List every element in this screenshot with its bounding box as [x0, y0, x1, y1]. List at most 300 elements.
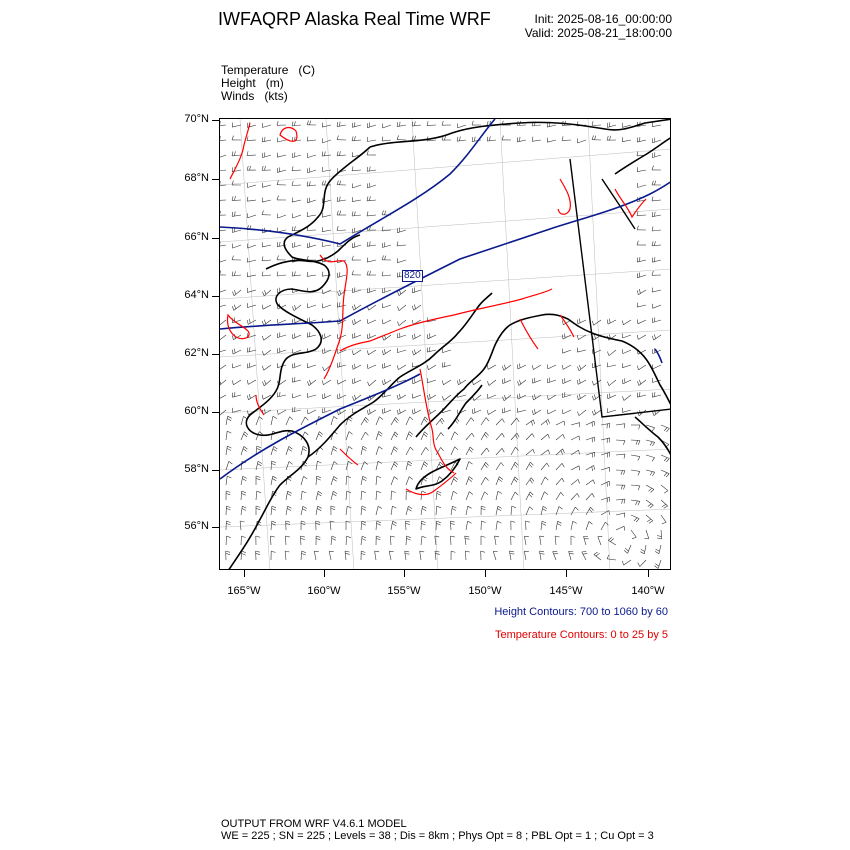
wind-barb [301, 551, 306, 560]
wind-barb [532, 365, 541, 370]
wind-barb [526, 507, 533, 515]
wind-barb [292, 363, 301, 368]
wind-barb [637, 392, 646, 397]
wind-barb [307, 212, 316, 217]
wind-barb [256, 551, 260, 560]
temperature-contour [340, 449, 358, 465]
wind-barb [601, 438, 610, 443]
wind-barb [367, 258, 376, 263]
wind-barb [481, 418, 489, 425]
wind-barb [652, 122, 661, 126]
wind-barb [524, 536, 528, 545]
temperature-contour [280, 128, 297, 142]
wind-barb [262, 166, 271, 170]
wind-barb [532, 409, 541, 415]
wind-barb [220, 167, 226, 171]
wind-barb [352, 166, 361, 170]
wind-barb [571, 521, 577, 530]
wind-barb [391, 477, 398, 485]
wind-barb [466, 521, 472, 530]
wind-barb [397, 305, 406, 311]
wind-barb [406, 417, 413, 425]
wind-barb [346, 491, 351, 500]
lon-label: 165°W [227, 585, 261, 597]
wind-barb [301, 446, 307, 455]
wind-barb [337, 226, 346, 230]
wind-barb [256, 491, 261, 500]
wind-barb [382, 379, 391, 385]
wind-barb [277, 167, 286, 172]
wind-barb [300, 536, 305, 545]
wind-barb [524, 551, 529, 560]
wind-barb [466, 506, 472, 515]
wind-barb [382, 349, 391, 355]
plot-title: IWFAQRP Alaska Real Time WRF [218, 9, 491, 29]
wind-barb [661, 470, 669, 477]
wind-barb [262, 256, 271, 260]
temperature-contour [320, 255, 347, 379]
wind-barb [532, 378, 541, 383]
wind-barb [316, 491, 322, 500]
wind-barb [652, 288, 661, 293]
wind-barb [232, 196, 241, 201]
wind-barb [586, 507, 594, 515]
wind-barb [226, 446, 231, 455]
wind-barb [511, 521, 515, 530]
wind-barb [481, 462, 489, 470]
wind-barb [331, 416, 337, 425]
lat-tick [212, 412, 219, 413]
wind-barb [607, 350, 616, 356]
wind-barb [361, 446, 367, 455]
wind-barb [608, 537, 616, 545]
wind-barb [367, 409, 376, 415]
wind-barb [509, 551, 514, 560]
wind-barb [541, 463, 549, 470]
wind-barb [367, 151, 376, 155]
wind-barb [262, 305, 271, 309]
wind-barb [361, 536, 366, 545]
wind-barb [526, 521, 530, 530]
wind-barb [661, 455, 669, 462]
wind-barb [220, 136, 226, 141]
wind-barb [427, 333, 436, 339]
wind-barb [637, 183, 646, 188]
wind-barb [421, 491, 426, 500]
height-contour [220, 181, 671, 329]
lat-label: 70°N [184, 113, 209, 125]
wind-barb [592, 136, 601, 141]
field-height [221, 76, 284, 90]
wind-barb [352, 122, 361, 127]
wind-barb [427, 347, 436, 352]
wind-barb [412, 288, 421, 293]
wind-barb [586, 465, 595, 471]
wind-barb [496, 521, 501, 530]
wind-barb [262, 320, 271, 326]
wind-barb [376, 521, 381, 530]
wind-barb [331, 476, 337, 485]
wind-barb [631, 470, 640, 475]
wind-barb [412, 334, 421, 340]
wind-barb [487, 394, 496, 398]
wind-barb [367, 167, 376, 172]
wind-barb [352, 364, 361, 370]
wind-barb [637, 365, 646, 370]
wind-barb [631, 425, 640, 429]
wind-barb [556, 478, 564, 485]
wind-barb [307, 363, 316, 368]
gridline [220, 330, 671, 357]
wind-barb [382, 272, 391, 276]
wind-barb [465, 536, 470, 545]
wind-barb [361, 417, 369, 425]
wind-barb [657, 530, 662, 539]
lat-label: 66°N [184, 231, 209, 243]
wind-barb [232, 392, 241, 397]
map-canvas [220, 119, 671, 570]
wind-barb [346, 536, 351, 545]
wind-barb [256, 417, 263, 425]
wind-barb [553, 551, 558, 560]
wind-barb [292, 226, 301, 231]
wind-barb [361, 462, 368, 470]
wind-barb [616, 499, 625, 504]
wind-barb [241, 506, 246, 515]
wind-barb [277, 121, 286, 125]
wind-barb [262, 350, 271, 355]
wind-barb [556, 521, 562, 530]
wind-barb [421, 432, 428, 440]
wind-barb [420, 551, 425, 560]
lon-tick [648, 570, 649, 577]
wind-barb [232, 271, 241, 276]
wind-barb [540, 536, 545, 545]
wind-barb [352, 305, 361, 311]
wind-barb [496, 433, 504, 440]
wind-barb [412, 378, 421, 384]
wind-barb [652, 138, 661, 143]
lat-label: 68°N [184, 172, 209, 184]
wind-barb [495, 536, 500, 545]
wind-barb [532, 137, 541, 142]
wind-barb [247, 151, 256, 155]
wind-barb [367, 364, 376, 368]
gridline [220, 389, 671, 413]
lat-label: 64°N [184, 289, 209, 301]
wind-barb [616, 440, 625, 445]
wind-barb [412, 349, 421, 355]
coastline [228, 119, 671, 570]
height-contours [220, 119, 671, 479]
wind-barb [616, 526, 625, 530]
wind-barb [637, 211, 646, 215]
wind-barb [376, 476, 381, 485]
wind-barb [496, 419, 504, 425]
field-unit: (kts) [264, 89, 288, 103]
lat-tick [212, 120, 219, 121]
wind-barb [405, 521, 410, 530]
wind-barb [361, 521, 366, 530]
wind-barb [247, 244, 256, 249]
wind-barb [382, 124, 391, 129]
wind-barb [241, 476, 247, 485]
wind-barb [397, 394, 406, 400]
wind-barb [367, 242, 376, 247]
wind-barb [316, 536, 320, 545]
wind-barb [226, 536, 231, 545]
wind-barb [346, 432, 353, 441]
wind-barb [466, 433, 474, 440]
wind-barb [481, 521, 486, 530]
wind-barb [584, 536, 589, 545]
wind-barb [292, 166, 301, 170]
wind-barb [220, 395, 226, 400]
wind-barb [220, 271, 226, 275]
wind-barb [322, 408, 331, 413]
wind-barb [652, 152, 661, 157]
wind-barb [292, 394, 301, 399]
wind-barb [451, 506, 456, 515]
wind-barb [637, 257, 646, 262]
wind-barb [285, 536, 289, 545]
wind-barb [316, 521, 320, 530]
wind-barb [616, 424, 625, 429]
wind-barb [232, 380, 241, 385]
wind-barb [337, 211, 346, 215]
wind-barb [375, 551, 380, 560]
wind-barb [331, 446, 337, 455]
wind-barb [241, 551, 246, 560]
wind-barb [661, 515, 666, 524]
wind-barb [487, 365, 496, 370]
wind-barb [361, 551, 365, 560]
wind-barb [571, 479, 580, 485]
wind-barb [277, 348, 286, 353]
wind-barb [232, 256, 241, 260]
wind-barb [427, 365, 436, 370]
wind-barb [442, 348, 451, 353]
wind-barb [220, 258, 226, 263]
wind-barb [292, 214, 301, 219]
wind-barb [601, 481, 610, 487]
lon-label: 160°W [307, 585, 341, 597]
wind-barb [421, 447, 429, 455]
wind-barb [652, 257, 661, 262]
wind-barb [220, 365, 226, 370]
wind-barb [307, 256, 316, 260]
wind-barb [277, 410, 286, 415]
wind-barb [436, 506, 441, 515]
wind-barb [616, 513, 625, 518]
wind-barb [607, 363, 616, 368]
wind-barb [337, 136, 346, 141]
wind-barb [247, 347, 256, 352]
wind-barb [466, 418, 474, 425]
wind-barb [286, 462, 293, 471]
wind-barb [406, 506, 412, 515]
wind-barb [382, 363, 391, 368]
wind-barb [292, 271, 301, 276]
wind-barb [541, 492, 548, 500]
wind-barb [397, 122, 406, 127]
wind-barb [511, 477, 518, 485]
wind-barb [352, 184, 361, 189]
wind-barb [502, 408, 511, 413]
wind-barb [406, 432, 413, 440]
wind-barb [331, 506, 335, 515]
lon-tick [566, 570, 567, 577]
wind-barb [640, 545, 646, 554]
wind-barb [352, 350, 361, 355]
wind-barb [376, 431, 382, 440]
wind-barb [226, 551, 230, 560]
temperature-contour [520, 319, 538, 349]
wind-barb [262, 183, 271, 188]
wind-barb [397, 242, 406, 246]
wind-barb [337, 394, 346, 400]
wind-barb [496, 506, 502, 515]
wind-barb [541, 450, 550, 455]
wind-barb [421, 506, 427, 515]
wind-barb [586, 522, 593, 531]
lat-label: 60°N [184, 405, 209, 417]
wind-barb [361, 432, 368, 440]
wind-barb [586, 493, 594, 500]
wind-barb [307, 332, 316, 337]
wind-barb [262, 137, 271, 142]
wind-barb [637, 335, 646, 339]
wind-barb [277, 153, 286, 158]
wind-barb [556, 463, 564, 470]
wind-barb [391, 432, 398, 440]
wind-barb [436, 521, 441, 530]
wind-barb [661, 425, 669, 432]
wind-barb [436, 418, 444, 425]
wind-barb [226, 431, 231, 440]
wind-barb [562, 410, 571, 414]
wind-barb [571, 507, 578, 515]
wind-barb [562, 365, 571, 369]
wind-barb [622, 395, 631, 401]
wind-barb [391, 417, 399, 425]
field-unit: (m) [265, 76, 284, 90]
wind-barb [391, 447, 398, 455]
wind-barbs [220, 121, 669, 569]
wind-barb [406, 447, 413, 455]
wind-barb [262, 290, 271, 296]
lat-tick [212, 470, 219, 471]
wind-barb [622, 349, 631, 353]
alaska-gulf-coast [416, 314, 671, 437]
gridline [220, 449, 671, 470]
wind-barb [646, 470, 655, 476]
wind-barb [466, 462, 473, 471]
wind-barb [644, 530, 649, 539]
wind-barb [601, 452, 610, 457]
wind-barb [646, 485, 654, 492]
wind-barb [391, 491, 396, 500]
wind-barb [301, 521, 305, 530]
wind-barb [307, 121, 316, 126]
wind-barb [661, 485, 668, 493]
wind-barb [582, 551, 588, 560]
wind-barb [541, 477, 548, 485]
wind-barb [511, 418, 519, 425]
temperature-contour [230, 123, 250, 179]
wind-barb [442, 121, 451, 125]
wind-barb [592, 121, 601, 125]
wind-barb [451, 447, 458, 455]
wind-barb [352, 256, 361, 260]
wind-barb [421, 417, 428, 425]
wind-barb [397, 135, 406, 140]
wind-barb [571, 466, 580, 471]
wind-barb [322, 242, 331, 247]
wind-barb [607, 122, 616, 127]
wind-barb [652, 304, 661, 309]
wind-barb [367, 183, 376, 188]
wind-barb [451, 432, 458, 440]
wind-barb [247, 213, 256, 218]
field-unit: (C) [298, 63, 316, 77]
wind-barb [220, 121, 226, 126]
wind-barb [607, 393, 616, 398]
wind-barb [322, 151, 331, 156]
wind-barb [262, 335, 271, 340]
wind-barb [352, 333, 361, 338]
wind-barb [652, 271, 661, 275]
wind-barb [540, 551, 545, 560]
wind-barb [511, 506, 516, 515]
wind-barb [412, 121, 421, 126]
wind-barb [232, 244, 241, 249]
wind-barb [247, 272, 256, 276]
wind-barb [397, 320, 406, 326]
wind-barb [412, 305, 421, 311]
wind-barb [226, 476, 231, 485]
wind-barb [571, 423, 580, 428]
wind-barb [271, 476, 277, 485]
wind-barb [607, 136, 616, 140]
yukon-nwt-border [602, 179, 635, 229]
temperature-contour [420, 369, 454, 473]
wind-barb [511, 536, 515, 545]
wind-barb [382, 288, 391, 293]
wind-barb [661, 500, 668, 508]
wind-barb [307, 393, 316, 398]
wind-barb [232, 364, 241, 369]
wind-barb [451, 477, 458, 485]
wind-barb [556, 434, 565, 440]
wind-barb [220, 303, 226, 308]
wind-barb [511, 462, 518, 470]
height-contour-label: 820 [404, 270, 421, 281]
wind-barb [601, 511, 610, 516]
wind-barb [256, 461, 262, 470]
wind-barb [247, 380, 256, 384]
wind-barb [241, 432, 248, 440]
wind-barb [472, 121, 481, 125]
wind-barb [436, 432, 444, 440]
wind-barb [406, 536, 411, 545]
wind-barb [502, 136, 511, 140]
wind-barb [247, 183, 256, 188]
wind-barb [322, 393, 331, 399]
wind-barb [337, 272, 346, 277]
wind-barb [631, 515, 639, 522]
wind-barb [382, 137, 391, 141]
